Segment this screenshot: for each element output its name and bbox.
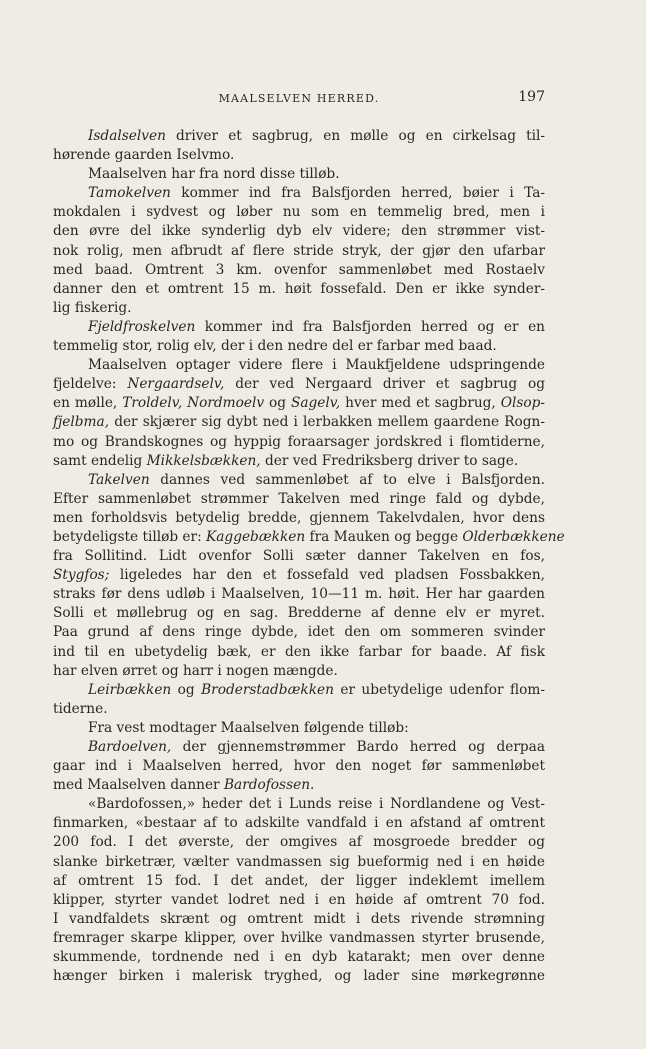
- text-line: [53, 127, 545, 146]
- text-run: slanke birketrær, vælter vandmassen sig bueformig ned i en høide: [53, 853, 545, 870]
- text-line: [53, 261, 545, 280]
- italic-name: Sagelv,: [290, 395, 341, 412]
- text-line: [53, 872, 545, 891]
- text-run: hver med et sagbrug,: [340, 395, 501, 412]
- text-run: Efter sammenløbet strømmer Takelven med ringe fald og dybde,: [53, 490, 545, 507]
- text-run: I vandfaldets skrænt og omtrent midt i dets rivende strømning: [53, 910, 545, 927]
- italic-name: Olderbækkene: [462, 528, 565, 545]
- italic-name: Stygfos;: [53, 567, 110, 584]
- text-run: finmarken, «bestaar af to adskilte vandfald i en afstand af omtrent: [53, 815, 545, 832]
- text-run: mo og Brandskognes og hyppig foraarsager jordskred i flomtiderne,: [53, 433, 545, 450]
- text-line: [53, 165, 545, 184]
- text-run: hørende gaarden Iselvmo.: [53, 147, 235, 164]
- text-line: [53, 833, 545, 852]
- italic-name: Bardofossen.: [223, 777, 315, 794]
- text-line: [53, 375, 545, 394]
- text-run: mokdalen i sydvest og løber nu som en temmelig bred, men i: [53, 204, 545, 221]
- running-head: MAALSELVEN HERRED.: [218, 92, 380, 105]
- text-run: er ubetydelige udenfor flom-: [333, 681, 545, 698]
- text-run: fra Sollitind. Lidt ovenfor Solli sæter danner Takelven en fos,: [53, 548, 545, 565]
- text-line: [53, 337, 545, 356]
- page-header: [53, 89, 545, 112]
- text-line: [53, 280, 545, 299]
- text-run: gaar ind i Maalselven herred, hvor den noget før sammenløbet: [53, 758, 545, 775]
- text-run: der gjennemstrømmer Bardo herred og derpaa: [171, 739, 545, 755]
- text-line: [53, 318, 545, 337]
- text-line: [53, 452, 545, 471]
- text-line: [53, 566, 545, 585]
- text-run: fjeldelve:: [53, 376, 128, 393]
- text-line: [53, 471, 545, 490]
- text-line: [53, 299, 545, 318]
- text-line: [53, 929, 545, 948]
- italic-name: Bardoelven,: [88, 739, 172, 755]
- text-run: og: [171, 681, 202, 698]
- text-run: «Bardofossen,» heder det i Lunds reise i Nordlandene og Vest-: [88, 796, 545, 813]
- italic-name: Leirbækken: [88, 681, 172, 698]
- text-line: [53, 814, 545, 833]
- page-number: 197: [518, 89, 545, 105]
- text-line: [53, 738, 545, 757]
- text-run: straks før dens udløb i Maalselven, 10—11 m. høit. Her har gaarden: [53, 586, 545, 603]
- text-run: med baad. Omtrent 3 km. ovenfor sammenløbet med Rostaelv: [53, 261, 545, 278]
- text-line: [53, 776, 545, 795]
- text-run: samt endelig: [53, 452, 147, 469]
- text-line: [53, 853, 545, 872]
- text-run: med Maalselven danner: [53, 777, 224, 794]
- italic-name: Tamokelven: [88, 185, 171, 202]
- text-line: [53, 910, 545, 929]
- text-line: [53, 490, 545, 509]
- text-line: [53, 643, 545, 662]
- text-line: [53, 394, 545, 413]
- text-line: [53, 681, 545, 700]
- italic-name: Isdalselven: [88, 128, 166, 144]
- text-run: lig fiskerig.: [53, 299, 132, 316]
- text-run: der ved Fredriksberg driver to sage.: [260, 452, 519, 469]
- text-run: dannes ved sammenløbet af to elve i Balsfjorden.: [149, 471, 545, 488]
- text-run: danner den et omtrent 15 m. høit fossefald. Den er ikke synder-: [53, 280, 545, 297]
- text-line: [53, 891, 545, 910]
- text-line: [53, 146, 545, 165]
- text-run: Solli et møllebrug og en sag. Bredderne af denne elv er myret.: [53, 605, 545, 622]
- text-run: fra Mauken og begge: [305, 528, 463, 545]
- text-run: kommer ind fra Balsfjorden herred og er en: [195, 318, 545, 335]
- text-line: [53, 604, 545, 623]
- text-line: [53, 203, 545, 222]
- text-run: ligeledes har den et fossefald ved pladsen Fossbakken,: [109, 567, 545, 584]
- text-run: tiderne.: [53, 700, 108, 717]
- text-line: [53, 528, 565, 547]
- italic-name: Kaggebækken: [206, 528, 306, 545]
- text-run: driver et sagbrug, en mølle og en cirkelsag til-: [165, 128, 545, 144]
- text-run: Maalselven har fra nord disse tilløb.: [88, 166, 340, 183]
- text-run: temmelig stor, rolig elv, der i den nedre del er farbar med baad.: [53, 338, 497, 355]
- text-run: den øvre del ikke synderlig dyb elv videre; den strømmer vist-: [53, 223, 545, 240]
- text-line: [53, 662, 545, 681]
- text-line: [53, 547, 545, 566]
- text-line: [53, 509, 545, 528]
- text-line: [53, 356, 545, 375]
- text-run: har elven ørret og harr i nogen mængde.: [53, 662, 338, 679]
- text-run: kommer ind fra Balsfjorden herred, bøier i Ta-: [170, 185, 545, 202]
- text-line: [53, 222, 545, 241]
- text-line: [53, 795, 545, 814]
- italic-name: Troldelv, Nordmoelv: [122, 395, 265, 412]
- italic-name: Olsop-: [500, 395, 545, 412]
- text-run: men forholdsvis betydelig bredde, gjennem Takelvdalen, hvor dens: [53, 509, 545, 526]
- text-line: [53, 623, 545, 642]
- text-line: [53, 184, 545, 203]
- text-run: hænger birken i malerisk tryghed, og lader sine mørkegrønne: [53, 968, 545, 985]
- text-line: [53, 413, 545, 432]
- text-run: 200 fod. I det øverste, der omgives af mosgroede bredder og: [53, 834, 545, 851]
- text-line: [53, 967, 545, 986]
- text-run: skummende, tordnende ned i en dyb katarakt; men over denne: [53, 949, 545, 966]
- text-run: nok rolig, men afbrudt af flere stride stryk, der gjør den ufarbar: [53, 242, 545, 259]
- body-text: [53, 127, 565, 986]
- text-line: [53, 585, 545, 604]
- text-run: Fra vest modtager Maalselven følgende tilløb:: [88, 719, 409, 736]
- italic-name: Nergaardselv,: [127, 376, 225, 393]
- text-run: der skjærer sig dybt ned i lerbakken mellem gaardene Rogn-: [109, 414, 545, 431]
- text-run: klipper, styrter vandet lodret ned i en høide af omtrent 70 fod.: [53, 891, 545, 908]
- text-line: [53, 719, 545, 738]
- text-line: [53, 700, 545, 719]
- text-run: betydeligste tilløb er:: [53, 528, 207, 545]
- text-run: Maalselven optager videre flere i Maukfjeldene udspringende: [88, 357, 545, 374]
- italic-name: Takelven: [88, 471, 150, 488]
- italic-name: Fjeldfroskelven: [88, 318, 196, 335]
- text-line: [53, 433, 545, 452]
- text-line: [53, 757, 545, 776]
- italic-name: Mikkelsbækken,: [146, 452, 261, 469]
- text-run: Paa grund af dens ringe dybde, idet den om sommeren svinder: [53, 624, 545, 641]
- text-run: og: [264, 395, 291, 412]
- text-run: ind til en ubetydelig bæk, er den ikke farbar for baade. Af fisk: [53, 643, 545, 660]
- text-run: en mølle,: [53, 395, 123, 412]
- text-run: fremrager skarpe klipper, over hvilke vandmassen styrter brusende,: [53, 929, 545, 946]
- italic-name: Broderstadbækken: [201, 681, 334, 698]
- text-run: af omtrent 15 fod. I det andet, der ligger indeklemt imellem: [53, 872, 545, 889]
- text-line: [53, 242, 545, 261]
- italic-name: fjelbma,: [53, 414, 110, 431]
- text-line: [53, 948, 545, 967]
- text-run: der ved Nergaard driver et sagbrug og: [224, 376, 545, 393]
